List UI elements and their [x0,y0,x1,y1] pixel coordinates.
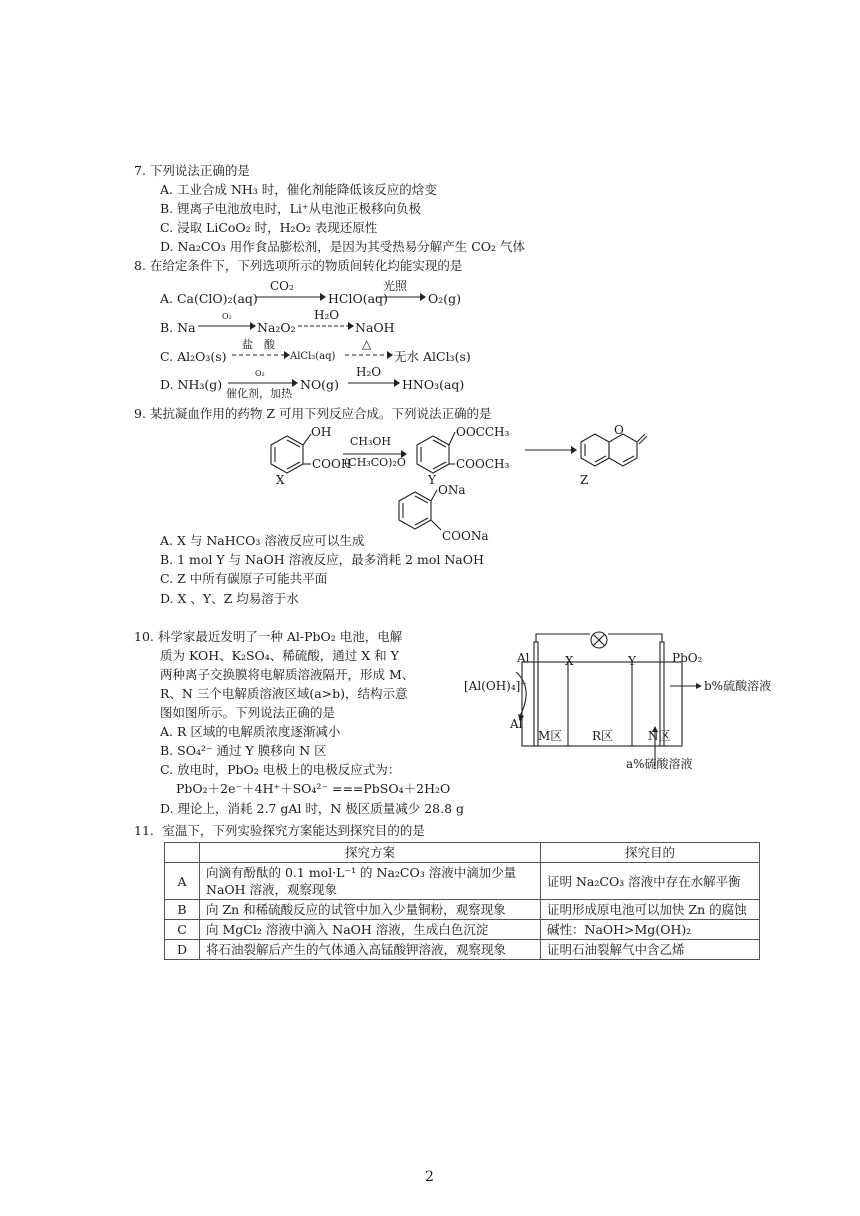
row-plan: 向 Zn 和稀硫酸反应的试管中加入少量铜粉，观察现象 [200,900,541,920]
q7-option-d: D. Na₂CO₃ 用作食品膨松剂，是因为其受热易分解产生 CO₂ 气体 [160,239,525,254]
fig-b-acid: b%硫酸溶液 [704,679,772,693]
row-goal: 碱性：NaOH>Mg(OH)₂ [541,920,760,940]
q10-option-c-equation: PbO₂＋2e⁻＋4H⁺＋SO₄²⁻ ===PbSO₄＋2H₂O [176,781,451,796]
reagent-1: CH₃OH [350,435,392,448]
table-row [165,920,760,940]
table-header-row [165,843,760,863]
salt-bottom-label: COONa [442,529,489,543]
q8d-condition-1b: 催化剂，加热 [226,387,292,400]
q8a-intermediate: HClO(aq) [328,291,388,306]
q8c-arrow-2 [345,350,393,360]
header-option [165,843,200,863]
q8a-reactant: A. Ca(ClO)₂(aq) [160,291,258,306]
q8c-reactant: C. Al₂O₃(s) [160,349,227,364]
q8a-product: O₂(g) [428,291,462,306]
q11-table [164,842,760,960]
x-label: X [276,473,285,487]
q8b-product: NaOH [355,320,395,335]
row-goal: 证明 Na₂CO₃ 溶液中存在水解平衡 [541,863,760,900]
q7-option-a: A. 工业合成 NH₃ 时，催化剂能降低该反应的焓变 [160,182,437,197]
fig-m-zone: M区 [538,729,563,743]
q10-stem-line4: R、N 三个电解质溶液区域(a>b)，结构示意 [160,686,408,701]
fig-al-top: Al [517,651,530,665]
row-option: C [165,920,200,940]
table-row [165,900,760,920]
header-plan: 探究方案 [200,843,541,863]
row-option: D [165,940,200,960]
q9-option-b: B. 1 mol Y 与 NaOH 溶液反应，最多消耗 2 mol NaOH [160,552,484,567]
compound-z-rings [581,434,647,466]
q9-option-a: A. X 与 NaHCO₃ 溶液反应可以生成 [160,533,365,548]
q7-stem: 7. 下列说法正确的是 [134,163,250,178]
y-top-label: OOCCH₃ [456,425,510,439]
q8b-intermediate: Na₂O₂ [257,320,296,335]
q8d-condition-1: O₂ [255,369,265,378]
y-bottom-label: COOCH₃ [456,457,510,471]
fig-n-zone: N区 [648,729,671,743]
q10-option-b: B. SO₄²⁻ 通过 Y 膜移向 N 区 [160,743,327,758]
q7-option-b: B. 锂离子电池放电时，Li⁺从电池正极移向负极 [160,201,422,216]
fig-r-zone: R区 [592,729,614,743]
fig-a-acid: a%硫酸溶液 [626,757,693,771]
q8c-condition-1: 盐 酸 [242,338,275,351]
row-option: B [165,900,200,920]
row-plan: 向 MgCl₂ 溶液中滴入 NaOH 溶液，生成白色沉淀 [200,920,541,940]
table-row [165,863,760,900]
z-carbonyl-o: O [614,423,624,437]
q10-option-a: A. R 区域的电解质浓度逐渐减小 [160,724,341,739]
q9-option-c: C. Z 中所有碳原子可能共平面 [160,571,328,586]
q8b-arrow-1 [198,321,256,331]
page-number: 2 [425,1169,434,1185]
q8b-arrow-2 [298,321,354,331]
q8b-condition-2: H₂O [314,308,340,322]
q8a-arrow-1 [256,292,326,302]
q8d-condition-2: H₂O [356,365,382,379]
q8d-product: HNO₃(aq) [402,377,465,392]
fig-pbo2: PbO₂ [672,651,703,665]
q10-option-d: D. 理论上，消耗 2.7 gAl 时，N 极区质量减少 28.8 g [160,801,465,816]
fig-al-bottom: Al [510,717,523,731]
header-goal: 探究目的 [541,843,760,863]
z-label: Z [580,473,589,487]
q9-option-d: D. X 、Y、Z 均易溶于水 [160,591,299,606]
compound-salt-ring [399,490,441,530]
q10-stem-line3: 两种离子交换膜将电解质溶液隔开，形成 M、 [160,667,415,682]
q8-stem: 8. 在给定条件下，下列选项所示的物质间转化均能实现的是 [134,258,463,273]
q8d-arrow-2 [348,378,400,388]
fig-aloh4: [Al(OH)₄]⁻ [464,679,527,693]
q9-stem: 9. 某抗凝血作用的药物 Z 可用下列反应合成。下列说法正确的是 [134,406,492,421]
compound-x-ring [271,434,311,473]
q7-option-c: C. 浸取 LiCoO₂ 时，H₂O₂ 表现还原性 [160,220,378,235]
reagent-2: (CH₃CO)₂O [344,456,406,469]
q8c-product: 无水 AlCl₃(s) [394,349,471,364]
q10-stem-line2: 质为 KOH、K₂SO₄、稀硫酸，通过 X 和 Y [160,648,399,663]
q8d-intermediate: NO(g) [300,377,339,392]
row-plan: 向滴有酚酞的 0.1 mol·L⁻¹ 的 Na₂CO₃ 溶液中滴加少量 NaOH 溶液，观察现象 [200,863,541,900]
row-option: A [165,863,200,900]
row-goal: 证明石油裂解气中含乙烯 [541,940,760,960]
q8d-reactant: D. NH₃(g) [160,377,223,392]
q8c-arrow-1 [232,350,290,360]
q8b-reactant: B. Na [160,320,196,335]
fig-x-membrane: X [565,654,574,668]
q8c-condition-2: △ [362,337,372,351]
salt-top-label: ONa [438,483,466,497]
q8c-intermediate: AlCl₃(aq) [290,351,336,362]
q10-option-c: C. 放电时，PbO₂ 电极上的电极反应式为： [160,762,401,777]
x-cooh-label: COOH [312,457,352,471]
x-oh-label: OH [311,425,332,439]
q11-stem: 11．室温下，下列实验探究方案能达到探究目的的是 [134,823,425,838]
y-label: Y [428,473,436,487]
q10-stem-line1: 10. 科学家最近发明了一种 Al-PbO₂ 电池，电解 [134,629,403,644]
q10-stem-line5: 图如图所示。下列说法正确的是 [160,705,336,720]
fig-y-membrane: Y [628,654,636,668]
q8a-condition-1: CO₂ [270,279,294,293]
row-plan: 将石油裂解后产生的气体通入高锰酸钾溶液，观察现象 [200,940,541,960]
row-goal: 证明形成原电池可以加快 Zn 的腐蚀 [541,900,760,920]
q8a-arrow-2 [376,292,426,302]
table-row [165,940,760,960]
q8b-condition-1: O₂ [222,312,232,321]
q8a-condition-2: 光照 [383,279,408,293]
compound-y-ring [417,432,455,473]
